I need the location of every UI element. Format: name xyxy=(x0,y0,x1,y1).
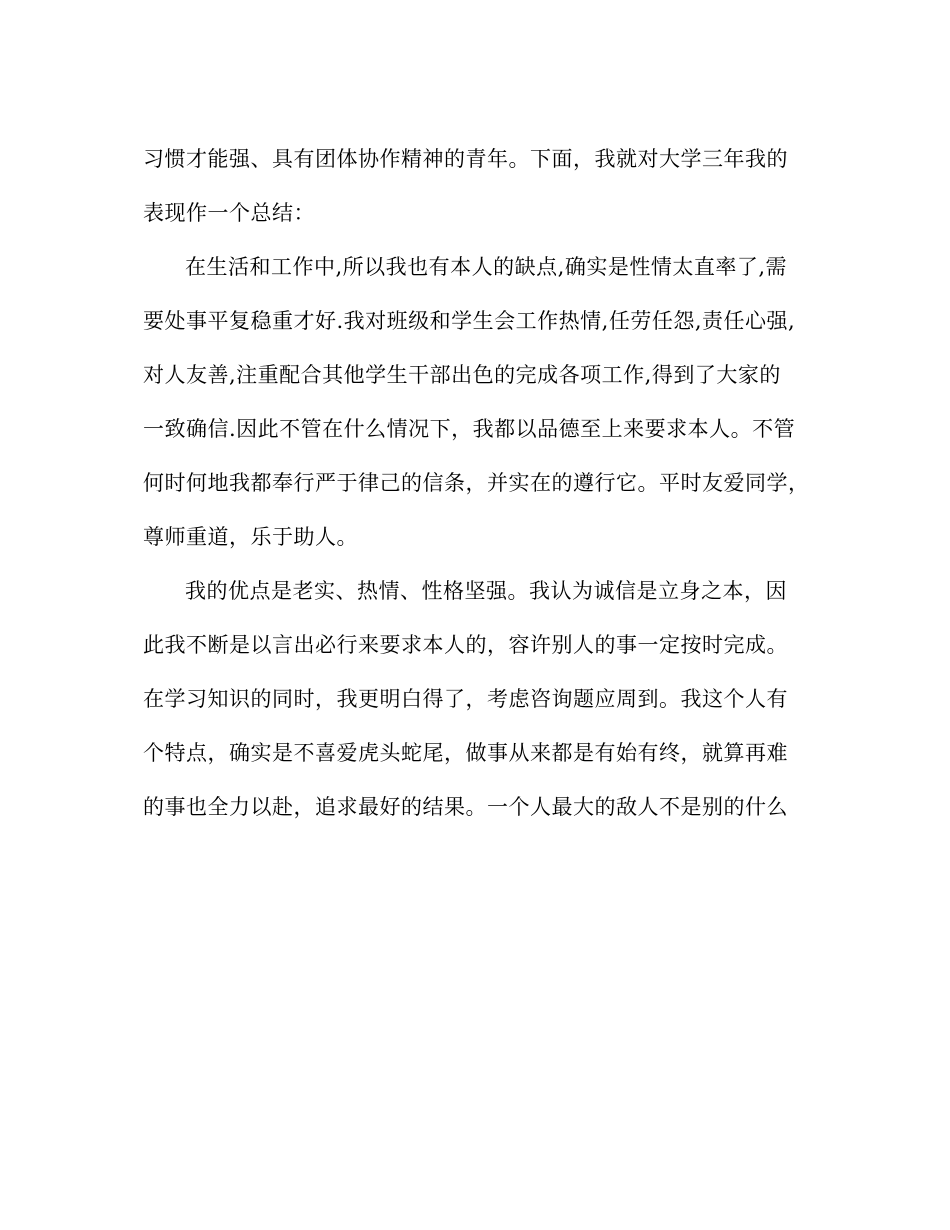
text-line: 此我不断是以言出必行来要求本人的，容许别人的事一定按时完成。 xyxy=(143,633,788,657)
text-line: 一致确信.因此不管在什么情况下，我都以品德至上来要求本人。不管 xyxy=(143,417,796,441)
paragraph-start-line: 在生活和工作中,所以我也有本人的缺点,确实是性情太直率了,需 xyxy=(185,255,788,279)
text-line: 尊师重道，乐于助人。 xyxy=(143,525,358,549)
text-line: 个特点，确实是不喜爱虎头蛇尾，做事从来都是有始有终，就算再难 xyxy=(143,741,788,765)
paragraph-start-line: 我的优点是老实、热情、性格坚强。我认为诚信是立身之本，因 xyxy=(185,579,787,603)
text-line: 要处事平复稳重才好.我对班级和学生会工作热情,任劳任怨,责任心强, xyxy=(143,309,796,333)
text-line: 在学习知识的同时，我更明白得了，考虑咨询题应周到。我这个人有 xyxy=(143,687,788,711)
text-line: 表现作一个总结： xyxy=(143,201,315,225)
text-line: 习惯才能强、具有团体协作精神的青年。下面，我就对大学三年我的 xyxy=(143,147,788,171)
document-body xyxy=(143,137,823,839)
text-line: 何时何地我都奉行严于律己的信条，并实在的遵行它。平时友爱同学， xyxy=(143,471,810,495)
text-line: 的事也全力以赴，追求最好的结果。一个人最大的敌人不是别的什么 xyxy=(143,795,788,819)
text-line: 对人友善,注重配合其他学生干部出色的完成各项工作,得到了大家的 xyxy=(143,363,781,387)
